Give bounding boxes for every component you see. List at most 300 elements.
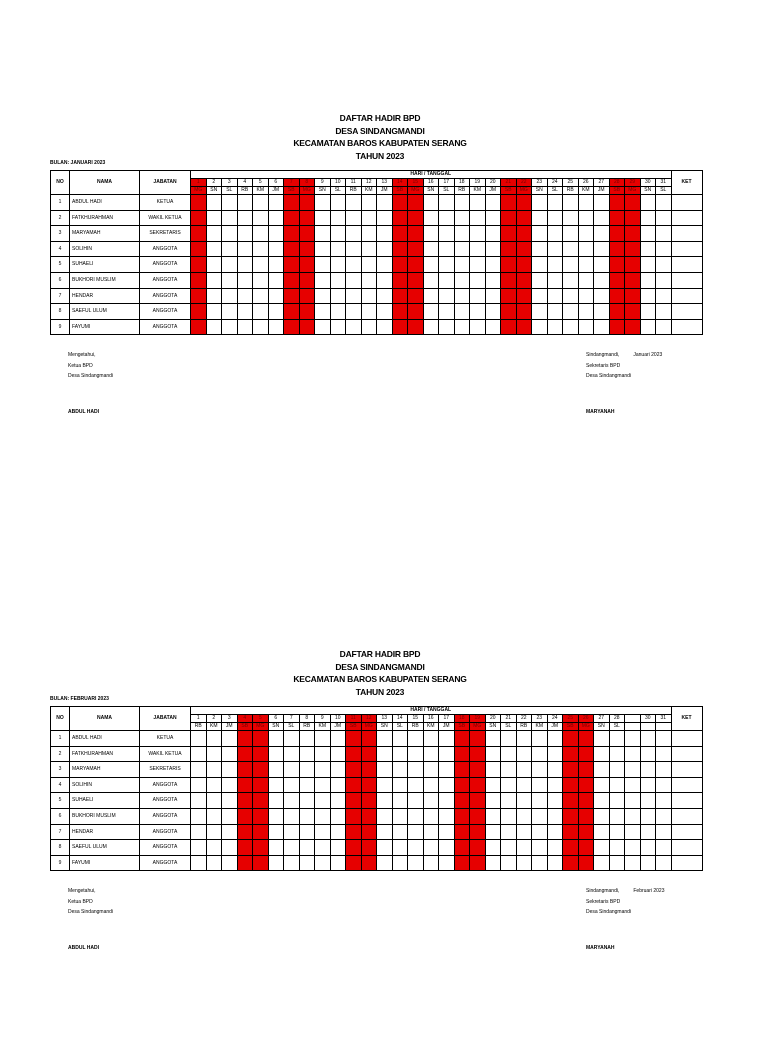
sign-text: Mengetahui, (68, 888, 96, 894)
attendance-cell (470, 195, 486, 211)
row-no: 3 (51, 762, 70, 778)
attendance-cell (222, 272, 238, 288)
date-cell: 9 (315, 715, 331, 723)
attendance-cell (454, 304, 470, 320)
day-cell: JM (377, 187, 393, 195)
attendance-cell (268, 257, 284, 273)
row-no: 2 (51, 746, 70, 762)
attendance-cell (470, 319, 486, 335)
row-jabatan: ANGGOTA (140, 319, 191, 335)
attendance-cell (361, 840, 377, 856)
attendance-cell (330, 746, 346, 762)
attendance-cell (454, 793, 470, 809)
day-cell: JM (330, 723, 346, 731)
attendance-cell (532, 840, 548, 856)
attendance-cell (547, 195, 563, 211)
day-cell: RB (237, 187, 253, 195)
attendance-cell (547, 855, 563, 871)
attendance-cell (625, 731, 641, 747)
row-nama: BUKHORI MUSLIM (70, 272, 140, 288)
attendance-cell (284, 777, 300, 793)
attendance-cell (315, 288, 331, 304)
attendance-cell (516, 793, 532, 809)
day-cell: MG (625, 187, 641, 195)
attendance-cell (547, 731, 563, 747)
attendance-cell (346, 195, 362, 211)
signature-block-right (586, 886, 665, 918)
date-cell: 26 (578, 179, 594, 187)
attendance-cell (454, 272, 470, 288)
attendance-cell (377, 777, 393, 793)
row-ket (671, 210, 702, 226)
attendance-cell (656, 257, 672, 273)
attendance-cell (330, 855, 346, 871)
attendance-cell (485, 808, 501, 824)
row-no: 5 (51, 257, 70, 273)
attendance-cell (516, 241, 532, 257)
attendance-cell (501, 226, 517, 242)
attendance-cell (485, 824, 501, 840)
table-row (51, 808, 703, 824)
attendance-cell (625, 272, 641, 288)
table-row (51, 210, 703, 226)
row-no: 4 (51, 241, 70, 257)
attendance-cell (532, 288, 548, 304)
attendance-cell (594, 762, 610, 778)
attendance-table (50, 170, 703, 335)
attendance-cell (485, 195, 501, 211)
attendance-cell (656, 241, 672, 257)
attendance-cell (222, 840, 238, 856)
attendance-cell (656, 272, 672, 288)
attendance-cell (377, 210, 393, 226)
attendance-cell (454, 241, 470, 257)
row-no: 6 (51, 272, 70, 288)
attendance-cell (594, 257, 610, 273)
attendance-cell (594, 272, 610, 288)
attendance-cell (563, 288, 579, 304)
day-cell: SN (594, 723, 610, 731)
attendance-cell (408, 731, 424, 747)
row-ket (671, 195, 702, 211)
attendance-cell (485, 793, 501, 809)
row-nama: HENDAR (70, 288, 140, 304)
attendance-cell (191, 824, 207, 840)
attendance-cell (253, 777, 269, 793)
attendance-cell (516, 288, 532, 304)
attendance-cell (656, 210, 672, 226)
sign-place: Sindangmandi, (586, 352, 620, 358)
attendance-cell (315, 257, 331, 273)
date-cell: 31 (656, 179, 672, 187)
attendance-cell (594, 288, 610, 304)
attendance-cell (392, 257, 408, 273)
day-cell: KM (578, 187, 594, 195)
date-cell (625, 715, 641, 723)
attendance-cell (237, 746, 253, 762)
table-row (51, 762, 703, 778)
attendance-cell (377, 840, 393, 856)
sign-text: Desa Sindangmandi (68, 373, 114, 379)
attendance-cell (423, 210, 439, 226)
attendance-cell (532, 319, 548, 335)
attendance-cell (532, 241, 548, 257)
date-cell: 25 (563, 715, 579, 723)
attendance-cell (408, 793, 424, 809)
sign-text: Mengetahui, (68, 352, 96, 358)
day-cell: MG (191, 187, 207, 195)
date-cell: 7 (284, 179, 300, 187)
sign-text: Ketua BPD (68, 362, 93, 369)
attendance-cell (377, 257, 393, 273)
attendance-cell (191, 808, 207, 824)
attendance-cell (532, 793, 548, 809)
attendance-cell (253, 762, 269, 778)
attendance-cell (408, 824, 424, 840)
row-nama: ABDUL HADI (70, 731, 140, 747)
attendance-cell (532, 808, 548, 824)
attendance-cell (609, 195, 625, 211)
row-ket (671, 762, 702, 778)
attendance-cell (392, 319, 408, 335)
attendance-cell (361, 210, 377, 226)
attendance-cell (501, 824, 517, 840)
attendance-cell (299, 762, 315, 778)
attendance-cell (532, 824, 548, 840)
day-cell: MG (516, 187, 532, 195)
row-ket (671, 840, 702, 856)
attendance-cell (439, 731, 455, 747)
attendance-cell (423, 257, 439, 273)
attendance-cell (516, 319, 532, 335)
attendance-cell (625, 195, 641, 211)
date-cell: 20 (485, 179, 501, 187)
attendance-cell (361, 241, 377, 257)
attendance-cell (206, 731, 222, 747)
attendance-cell (222, 746, 238, 762)
attendance-cell (516, 257, 532, 273)
attendance-cell (516, 762, 532, 778)
attendance-cell (501, 746, 517, 762)
attendance-cell (439, 824, 455, 840)
day-cell: MG (299, 187, 315, 195)
row-ket (671, 746, 702, 762)
attendance-cell (423, 241, 439, 257)
date-cell: 19 (470, 715, 486, 723)
attendance-cell (578, 304, 594, 320)
attendance-cell (237, 824, 253, 840)
attendance-cell (516, 808, 532, 824)
attendance-cell (609, 319, 625, 335)
attendance-cell (439, 777, 455, 793)
attendance-cell (594, 241, 610, 257)
attendance-cell (578, 824, 594, 840)
attendance-cell (392, 808, 408, 824)
attendance-cell (268, 288, 284, 304)
attendance-cell (578, 257, 594, 273)
header-ket: KET (671, 171, 702, 195)
attendance-cell (594, 195, 610, 211)
attendance-cell (206, 855, 222, 871)
attendance-cell (547, 210, 563, 226)
date-cell: 16 (423, 179, 439, 187)
attendance-cell (470, 257, 486, 273)
attendance-cell (501, 304, 517, 320)
day-cell: SN (640, 187, 656, 195)
day-cell (640, 723, 656, 731)
title-line: DESA SINDANGMANDI (335, 125, 425, 136)
attendance-cell (485, 746, 501, 762)
attendance-cell (609, 288, 625, 304)
attendance-cell (563, 257, 579, 273)
attendance-cell (253, 272, 269, 288)
date-cell: 23 (532, 179, 548, 187)
attendance-cell (299, 840, 315, 856)
attendance-cell (284, 195, 300, 211)
header-no: NO (51, 707, 70, 731)
table-row (51, 304, 703, 320)
attendance-cell (361, 793, 377, 809)
row-jabatan: ANGGOTA (140, 272, 191, 288)
row-ket (671, 824, 702, 840)
row-jabatan: ANGGOTA (140, 257, 191, 273)
attendance-cell (392, 746, 408, 762)
row-no: 7 (51, 824, 70, 840)
attendance-cell (191, 319, 207, 335)
day-cell: JM (594, 187, 610, 195)
date-cell: 15 (408, 715, 424, 723)
attendance-cell (470, 808, 486, 824)
attendance-cell (299, 731, 315, 747)
attendance-cell (315, 808, 331, 824)
row-nama: FATKHURAHMAN (70, 746, 140, 762)
day-cell: KM (423, 723, 439, 731)
attendance-cell (625, 288, 641, 304)
attendance-cell (408, 777, 424, 793)
attendance-cell (284, 840, 300, 856)
attendance-cell (656, 731, 672, 747)
table-row (51, 793, 703, 809)
attendance-cell (330, 840, 346, 856)
attendance-cell (470, 304, 486, 320)
attendance-cell (408, 226, 424, 242)
attendance-cell (346, 226, 362, 242)
attendance-cell (237, 319, 253, 335)
attendance-cell (377, 793, 393, 809)
row-nama: SAEFUL ULUM (70, 304, 140, 320)
attendance-cell (408, 210, 424, 226)
attendance-cell (253, 288, 269, 304)
row-nama: MARYAMAH (70, 762, 140, 778)
signature-block-left (68, 350, 113, 382)
date-cell: 10 (330, 179, 346, 187)
attendance-cell (330, 762, 346, 778)
day-cell: SB (563, 723, 579, 731)
attendance-cell (532, 272, 548, 288)
attendance-cell (268, 304, 284, 320)
attendance-cell (640, 210, 656, 226)
day-cell: JM (222, 723, 238, 731)
attendance-cell (656, 840, 672, 856)
date-cell: 6 (268, 715, 284, 723)
attendance-cell (640, 793, 656, 809)
attendance-cell (361, 762, 377, 778)
row-ket (671, 777, 702, 793)
attendance-cell (423, 746, 439, 762)
attendance-cell (470, 793, 486, 809)
attendance-cell (656, 793, 672, 809)
header-hari-tanggal: HARI / TANGGAL (191, 171, 672, 179)
attendance-cell (237, 777, 253, 793)
day-cell: SB (609, 187, 625, 195)
document-title (0, 112, 760, 162)
day-cell: SB (454, 723, 470, 731)
day-cell: SN (268, 723, 284, 731)
day-cell: RB (563, 187, 579, 195)
attendance-cell (501, 808, 517, 824)
attendance-cell (206, 746, 222, 762)
attendance-cell (640, 288, 656, 304)
attendance-cell (268, 762, 284, 778)
date-cell: 23 (532, 715, 548, 723)
attendance-cell (578, 855, 594, 871)
attendance-cell (625, 762, 641, 778)
attendance-cell (191, 746, 207, 762)
attendance-cell (346, 777, 362, 793)
attendance-cell (609, 210, 625, 226)
attendance-cell (191, 793, 207, 809)
attendance-cell (640, 777, 656, 793)
attendance-cell (423, 840, 439, 856)
attendance-cell (361, 855, 377, 871)
table-row (51, 241, 703, 257)
attendance-cell (532, 257, 548, 273)
attendance-cell (315, 226, 331, 242)
attendance-cell (640, 840, 656, 856)
attendance-cell (346, 319, 362, 335)
attendance-cell (563, 777, 579, 793)
attendance-cell (454, 746, 470, 762)
attendance-cell (315, 241, 331, 257)
attendance-cell (330, 226, 346, 242)
attendance-cell (315, 731, 331, 747)
attendance-cell (315, 840, 331, 856)
attendance-cell (656, 855, 672, 871)
attendance-cell (640, 195, 656, 211)
row-no: 8 (51, 840, 70, 856)
date-cell: 12 (361, 715, 377, 723)
attendance-cell (470, 855, 486, 871)
attendance-cell (423, 319, 439, 335)
attendance-cell (361, 746, 377, 762)
day-cell: JM (268, 187, 284, 195)
attendance-cell (439, 855, 455, 871)
attendance-cell (222, 731, 238, 747)
attendance-cell (284, 762, 300, 778)
attendance-cell (563, 746, 579, 762)
date-cell: 10 (330, 715, 346, 723)
attendance-cell (625, 855, 641, 871)
attendance-cell (547, 793, 563, 809)
row-no: 3 (51, 226, 70, 242)
attendance-cell (315, 304, 331, 320)
attendance-cell (206, 241, 222, 257)
attendance-cell (547, 840, 563, 856)
attendance-cell (454, 257, 470, 273)
attendance-cell (563, 319, 579, 335)
attendance-cell (454, 824, 470, 840)
attendance-cell (191, 210, 207, 226)
attendance-cell (222, 288, 238, 304)
attendance-cell (237, 731, 253, 747)
attendance-cell (330, 319, 346, 335)
attendance-cell (578, 319, 594, 335)
attendance-cell (206, 288, 222, 304)
attendance-cell (191, 304, 207, 320)
date-cell: 5 (253, 179, 269, 187)
attendance-cell (532, 777, 548, 793)
attendance-cell (423, 288, 439, 304)
attendance-cell (315, 855, 331, 871)
attendance-cell (656, 824, 672, 840)
attendance-cell (237, 840, 253, 856)
attendance-cell (299, 777, 315, 793)
attendance-cell (485, 288, 501, 304)
attendance-cell (609, 855, 625, 871)
title-line: DESA SINDANGMANDI (335, 661, 425, 672)
attendance-cell (454, 855, 470, 871)
attendance-cell (377, 304, 393, 320)
attendance-cell (501, 840, 517, 856)
date-cell: 30 (640, 179, 656, 187)
attendance-cell (299, 808, 315, 824)
attendance-cell (470, 272, 486, 288)
attendance-cell (206, 272, 222, 288)
attendance-cell (516, 731, 532, 747)
signer-name-left: ABDUL HADI (68, 945, 100, 951)
attendance-cell (346, 840, 362, 856)
attendance-cell (470, 210, 486, 226)
attendance-cell (346, 288, 362, 304)
attendance-cell (392, 241, 408, 257)
attendance-cell (578, 746, 594, 762)
attendance-cell (361, 808, 377, 824)
attendance-cell (532, 855, 548, 871)
attendance-cell (485, 210, 501, 226)
day-cell: RB (346, 187, 362, 195)
attendance-cell (206, 777, 222, 793)
attendance-cell (191, 762, 207, 778)
title-line: DAFTAR HADIR BPD (339, 113, 421, 123)
attendance-cell (253, 855, 269, 871)
day-cell: SL (222, 187, 238, 195)
attendance-cell (532, 304, 548, 320)
attendance-cell (330, 195, 346, 211)
attendance-cell (485, 855, 501, 871)
attendance-cell (237, 272, 253, 288)
attendance-cell (609, 777, 625, 793)
row-jabatan: ANGGOTA (140, 288, 191, 304)
attendance-cell (439, 210, 455, 226)
date-cell: 19 (470, 179, 486, 187)
date-cell: 4 (237, 715, 253, 723)
attendance-cell (299, 793, 315, 809)
sign-text: Sekretaris BPD (586, 362, 621, 369)
attendance-cell (470, 824, 486, 840)
attendance-cell (299, 319, 315, 335)
date-cell: 22 (516, 179, 532, 187)
day-cell: MG (253, 723, 269, 731)
